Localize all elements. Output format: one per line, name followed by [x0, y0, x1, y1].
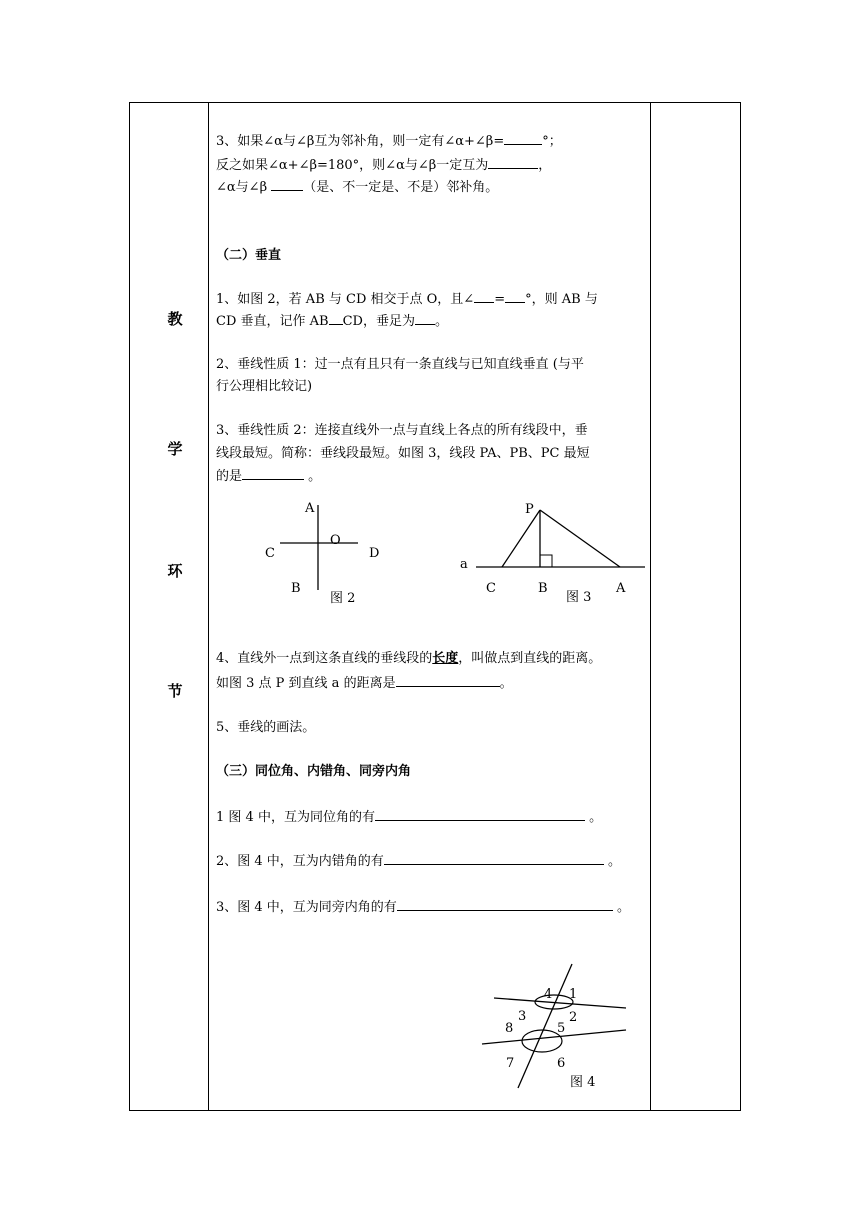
column-divider-left — [208, 102, 209, 1111]
text: 。 — [434, 314, 448, 329]
complement-line-2 — [216, 154, 551, 177]
text: CD 垂直，记作 AB — [216, 314, 329, 329]
perp-drawing-method: 5、垂线的画法。 — [216, 720, 316, 735]
text: 如图 3 点 P 到直线 a 的距离是 — [216, 676, 396, 691]
text: 4、直线外一点到这条直线的垂线段的 — [216, 651, 433, 666]
column-divider-right — [650, 102, 651, 1111]
angle-label-7: 7 — [506, 1056, 515, 1071]
figure-3-caption: 图 3 — [566, 590, 592, 605]
text: 。 — [304, 469, 322, 484]
keyword-length: 长度 — [432, 651, 459, 666]
side-label-jiao: 教 — [167, 310, 183, 328]
distance-line-1 — [216, 648, 601, 670]
perp-property-2-line-2: 线段最短。简称：垂线段最短。如图 3，线段 PA、PB、PC 最短 — [216, 446, 590, 461]
question-corresponding-angles — [216, 806, 602, 829]
label-A: A — [305, 501, 315, 516]
text: 。 — [612, 900, 630, 915]
label-C: C — [486, 581, 496, 596]
label-a: a — [460, 557, 468, 572]
text: 。 — [499, 676, 513, 691]
text: ， — [538, 158, 552, 173]
fill-blank[interactable] — [396, 672, 500, 687]
fill-blank[interactable] — [488, 154, 538, 169]
distance-line-2 — [216, 672, 513, 695]
fill-blank[interactable] — [505, 288, 525, 303]
perp-property-1-line-2: 行公理相比较记) — [216, 379, 313, 394]
angle-label-1: 1 — [569, 987, 578, 1002]
text: °； — [542, 134, 562, 149]
fill-blank[interactable] — [384, 850, 604, 865]
angle-label-3: 3 — [518, 1009, 527, 1024]
right-angle-mark — [540, 555, 552, 567]
section-title-angles: （三）同位角、内错角、同旁内角 — [216, 764, 412, 779]
perp-line-2 — [216, 310, 448, 333]
text: 的是 — [216, 469, 243, 484]
label-A: A — [616, 581, 626, 596]
side-label-huan: 环 — [167, 562, 183, 580]
perp-property-2-line-1: 3、垂线性质 2：连接直线外一点与直线上各点的所有线段中，垂 — [216, 423, 588, 438]
side-label-xue: 学 — [167, 440, 183, 458]
complement-line-1 — [216, 130, 562, 153]
side-label-jie: 节 — [167, 682, 183, 700]
fill-blank[interactable] — [504, 130, 542, 145]
perp-line-1 — [216, 288, 598, 311]
figure-2-caption: 图 2 — [330, 591, 356, 606]
figure-2 — [265, 501, 379, 606]
text: 2、图 4 中，互为内错角的有 — [216, 854, 384, 869]
text: °，则 AB 与 — [525, 292, 598, 307]
angle-label-2: 2 — [569, 1010, 578, 1025]
angle-label-5: 5 — [557, 1021, 566, 1036]
label-D: D — [369, 546, 380, 561]
fill-blank[interactable] — [271, 176, 303, 191]
angle-label-4: 4 — [544, 987, 553, 1002]
fill-blank[interactable] — [474, 288, 494, 303]
text: 1、如图 2，若 AB 与 CD 相交于点 O，且∠ — [216, 292, 475, 307]
text: 1 图 4 中，互为同位角的有 — [216, 810, 375, 825]
figure-3 — [460, 502, 645, 605]
line-upper — [494, 998, 626, 1008]
figures-2-3 — [250, 495, 650, 615]
angle-label-6: 6 — [557, 1056, 566, 1071]
angle-label-8: 8 — [505, 1021, 514, 1036]
text: CD，垂足为 — [342, 314, 415, 329]
fill-blank[interactable] — [415, 310, 435, 325]
text: = — [494, 292, 506, 307]
figure-4-caption: 图 4 — [570, 1075, 596, 1090]
label-C: C — [265, 546, 275, 561]
fill-blank[interactable] — [329, 310, 343, 325]
label-B: B — [291, 581, 301, 596]
text: （是、不一定是、不是）邻补角。 — [303, 180, 499, 195]
perp-property-2-line-3 — [216, 465, 321, 488]
text: ∠α与∠β — [216, 180, 272, 195]
question-alternate-angles — [216, 850, 621, 873]
complement-line-3 — [216, 176, 498, 199]
fill-blank[interactable] — [375, 806, 585, 821]
label-B: B — [538, 581, 548, 596]
text: 反之如果∠α+∠β=180°，则∠α与∠β一定互为 — [216, 158, 489, 173]
question-interior-angles — [216, 896, 630, 919]
fill-blank[interactable] — [397, 896, 613, 911]
label-O: O — [330, 533, 341, 548]
text: 3、如果∠α与∠β互为邻补角，则一定有∠α+∠β= — [216, 134, 505, 149]
text: 。 — [603, 854, 621, 869]
section-title-perpendicular: （二）垂直 — [216, 248, 282, 263]
text: 。 — [584, 810, 603, 825]
text: ，叫做点到直线的距离。 — [458, 651, 602, 666]
text: 3、图 4 中，互为同旁内角的有 — [216, 900, 397, 915]
perp-property-1-line-1: 2、垂线性质 1：过一点有且只有一条直线与已知直线垂直 (与平 — [216, 357, 584, 372]
fill-blank[interactable] — [242, 465, 304, 480]
segment-PC — [502, 510, 540, 567]
figure-4 — [478, 958, 638, 1098]
label-P: P — [525, 502, 534, 517]
